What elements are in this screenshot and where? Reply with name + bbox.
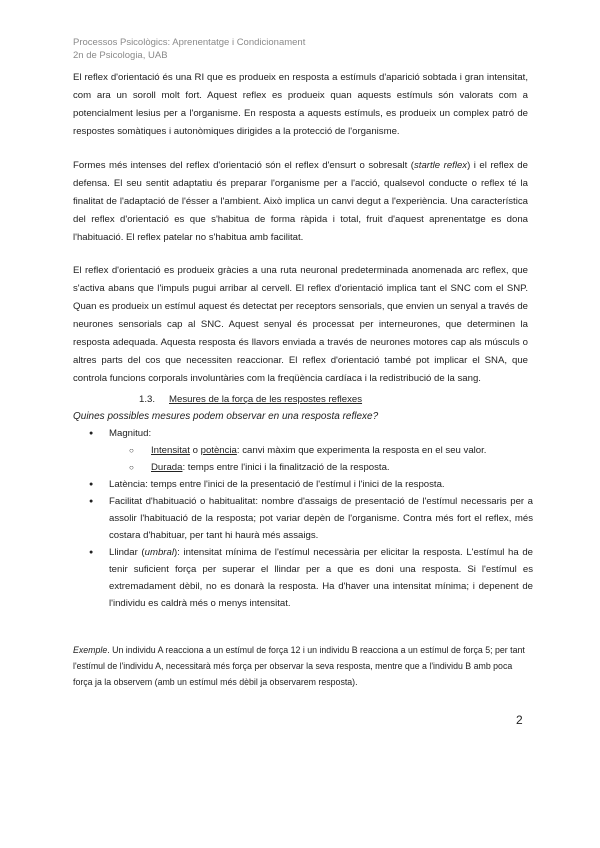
- llindar-before: Llindar (: [109, 547, 145, 558]
- intensitat-conj: o: [189, 445, 201, 456]
- para2-text-after: ) i el reflex de defensa. El seu sentit adaptatiu és preparar l'organisme per a l'acció, qualsevol conducte o reflex té la finalitat de l'adaptació de l'ésser a l'ambient. Això implica un canvi degut a l'experiència. Una característica del reflex d'orientació es que s'habitua de forma ràpida i total, fruit d'aquest aprenentatge es dona l'habituació. El reflex patelar no s'habitua amb facilitat.: [73, 160, 528, 243]
- list-item-latencia: [73, 476, 533, 493]
- header-course-info: 2n de Psicologia, UAB: [73, 50, 168, 61]
- header-course-title: Processos Psicològics: Aprenentatge i Condicionament: [73, 37, 306, 48]
- list-item-llindar: [73, 544, 533, 612]
- paragraph-orientation-reflex: El reflex d'orientació és una RI que es produeix en resposta a estímuls d'aparició sobtada i gran intensitat, com ara un soroll molt fort. Aquest reflex es produeix quan aquests estímuls són valorats com a potencialment lesius per a l'organisme. En resposta a aquests estímuls, es produeix un complex patró de respostes somàtiques i autonòmiques dirigides a la protecció de l'organisme.: [73, 72, 528, 137]
- llindar-after: ): intensitat mínima de l'estímul necessària per elicitar la resposta. L'estímul ha de tenir suficient força per superar el llindar per a que es doni una resposta. Si l'estímul es extremadament dèbil, no es donarà la resposta. Ha d'haver una intensitat mínima; i depenent de l'individu es caldrà més o menys intensitat.: [109, 547, 533, 609]
- example-paragraph: [73, 642, 533, 690]
- durada-term: Durada: [151, 462, 183, 473]
- page-number: 2: [516, 713, 523, 727]
- magnitud-sublist: [109, 442, 533, 476]
- sublist-item-intensitat: [109, 442, 533, 459]
- example-label: Exemple: [73, 645, 108, 655]
- section-title: Mesures de la força de les respostes reflexes: [169, 394, 363, 405]
- para2-text-before: Formes més intenses del reflex d'orientació són el reflex d'ensurt o sobresalt (: [73, 160, 414, 171]
- section-number: 1.3.: [139, 394, 156, 405]
- intensitat-definition: : canvi màxim que experimenta la resposta en el seu valor.: [236, 445, 487, 456]
- section-question: Quines possibles mesures podem observar en una resposta reflexe?: [73, 411, 379, 422]
- list-item-facilitat: [73, 493, 533, 544]
- latencia-text: Latència: temps entre l'inici de la presentació de l'estímul i l'inici de la resposta.: [109, 479, 445, 490]
- measures-list: [73, 425, 533, 612]
- durada-definition: : temps entre l'inici i la finalització de la resposta.: [182, 462, 390, 473]
- sublist-item-durada: [109, 459, 533, 476]
- facilitat-text: Facilitat d'habituació o habitualitat: nombre d'assaigs de presentació de l'estímul necessaris per a assolir l'habituació de la resposta; pot variar depèn de l'organisme. Contra més fort el reflex, més costara d'habituar, per tant hi haurà més assaigs.: [109, 496, 533, 541]
- llindar-italic-term: umbral: [144, 547, 174, 558]
- section-measures: [73, 391, 533, 612]
- section-heading: [73, 391, 533, 408]
- magnitud-label: Magnitud:: [109, 428, 152, 439]
- intensitat-term: Intensitat: [151, 445, 190, 456]
- paragraph-intense-forms: [73, 157, 528, 247]
- paragraph-reflex-arc: El reflex d'orientació es produeix gràcies a una ruta neuronal predeterminada anomenada arc reflex, que s'activa abans que l'impuls pugui arribar al cervell. El reflex d'orientació implica tant el SNC com el SNP. Quan es produeix un estímul aquest és detectat per receptors sensorials, que envien un senyal a través de neurones sensorials cap al SNC. Aquest senyal és processat per interneurones, que determinen la resposta adequada. Aquesta resposta és llavors enviada a través de neurones motores cap als músculs o altres parts del cos que necessiten reaccionar. El reflex d'orientació també pot implicar el SNA, que controla funcions corporals involuntàries com la freqüència cardíaca i la redistribució de la sang.: [73, 265, 528, 384]
- para2-italic-term: startle reflex: [414, 160, 468, 171]
- page-header: [73, 36, 305, 62]
- list-item-magnitud: [73, 425, 533, 476]
- potencia-term: potència: [200, 445, 237, 456]
- example-text: . Un individu A reacciona a un estímul de força 12 i un individu B reacciona a un estímul de força 5; per tant l'estímul de l'individu A, necessitarà més força per observar la seva resposta, mentre que a l'individu B amb poca força ja la observem (amb un estímul més dèbil ja observarem resposta).: [73, 645, 525, 687]
